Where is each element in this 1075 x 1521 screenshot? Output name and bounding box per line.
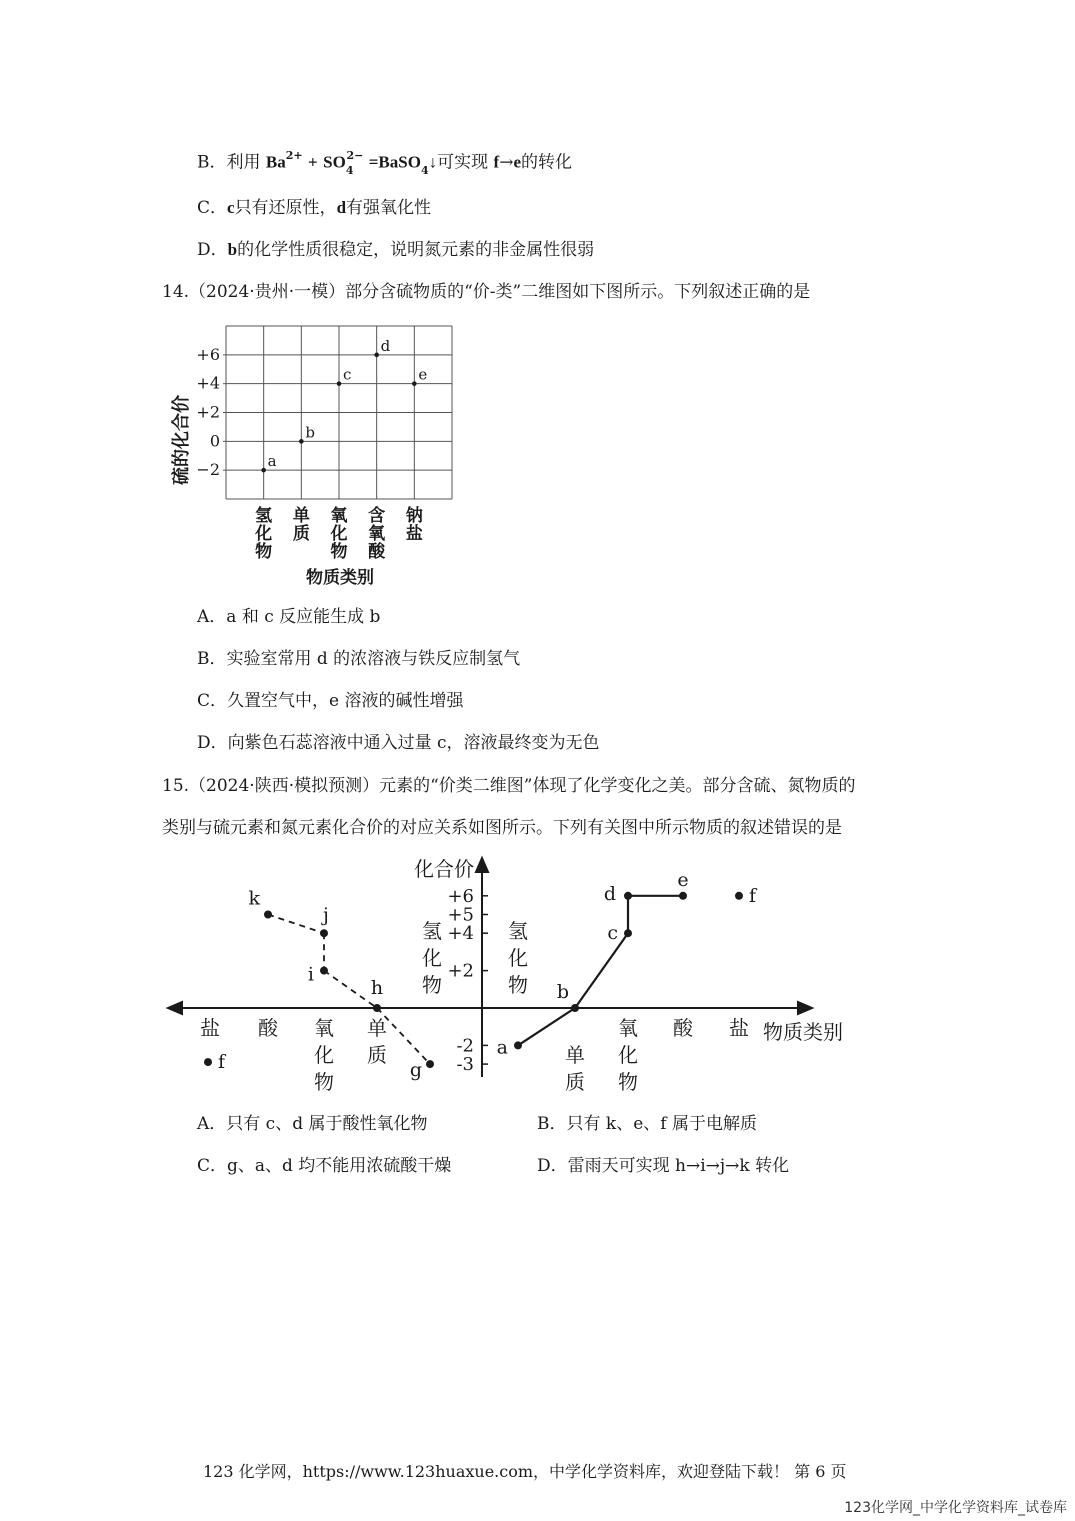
q14-ytick: +6	[196, 344, 220, 364]
svg-text:氢: 氢	[422, 919, 442, 943]
svg-text:氢: 氢	[255, 506, 273, 526]
q15-right-category	[508, 919, 528, 997]
svg-text:氧: 氧	[314, 1016, 334, 1040]
q15-point-label-right-b: b	[556, 981, 569, 1003]
q15-x-arrow-right	[798, 1002, 812, 1014]
svg-text:物: 物	[508, 973, 528, 997]
q15-ylabel: 化合价	[414, 857, 474, 881]
q14-ytick: +2	[196, 402, 220, 422]
q15-ytick: +2	[447, 960, 474, 982]
q15-link-k-j	[268, 915, 324, 934]
svg-text:物: 物	[314, 1070, 334, 1094]
q15-stem-line2: 类别与硫元素和氮元素化合价的对应关系如图所示。下列有关图中所示物质的叙述错误的是	[162, 818, 842, 838]
q15-option-b: B．只有 k、e、f 属于电解质	[537, 1114, 757, 1134]
q15-point-label-right-a: a	[496, 1036, 508, 1059]
q15-point-right-e	[679, 892, 687, 900]
svg-text:化: 化	[255, 524, 273, 544]
q15-point-left-i	[320, 967, 328, 975]
q14-option-a: A．a 和 c 反应能生成 b	[197, 607, 381, 627]
svg-text:酸: 酸	[258, 1016, 278, 1040]
svg-text:氧: 氧	[330, 506, 348, 526]
q15-stem-line1: 15.（2024·陕西·模拟预测）元素的“价类二维图”体现了化学变化之美。部分含硫、氮物质的	[162, 776, 856, 796]
q15-left-category	[314, 1016, 334, 1094]
q15-link-i-h	[324, 971, 377, 1008]
svg-text:物: 物	[330, 542, 348, 562]
q15-ytick: +4	[447, 923, 474, 945]
svg-text:质: 质	[565, 1070, 585, 1094]
page-footer: 123 化学网，https://www.123huaxue.com，中学化学资料库，欢迎登陆下载！ 第 6 页	[203, 1462, 847, 1481]
q15-point-right-a	[514, 1041, 522, 1049]
q15-ytick: -3	[456, 1054, 474, 1076]
q15-ytick: +5	[447, 904, 474, 926]
q15-point-right-b	[571, 1004, 579, 1012]
q15-point-left-k	[264, 911, 272, 919]
q15-point-label-right-e: e	[677, 868, 689, 891]
q14-option-b: B．实验室常用 d 的浓溶液与铁反应制氢气	[197, 649, 521, 669]
q15-point-left-f	[204, 1058, 212, 1066]
svg-text:氧: 氧	[618, 1016, 638, 1040]
q14-point-d	[374, 353, 379, 358]
q15-right-category	[729, 1016, 749, 1040]
q15-option-c: C．g、a、d 均不能用浓硫酸干燥	[197, 1156, 452, 1176]
svg-text:化: 化	[422, 946, 442, 970]
q15-left-category	[422, 919, 442, 997]
svg-text:氢: 氢	[508, 919, 528, 943]
q14-point-c	[337, 381, 342, 386]
site-watermark: 123化学网_中学化学资料库_试卷库	[844, 1500, 1067, 1516]
q14-category-label	[330, 505, 349, 562]
svg-text:质: 质	[292, 524, 310, 544]
q14-point-a	[261, 468, 266, 473]
q15-point-label-left-j: j	[323, 904, 329, 927]
q14-category-label	[368, 505, 386, 562]
svg-text:化: 化	[314, 1043, 334, 1067]
svg-text:单: 单	[367, 1016, 387, 1040]
q14-chart	[165, 318, 465, 588]
q15-point-label-left-f: f	[218, 1051, 226, 1074]
q15-x-arrow-left	[168, 1002, 182, 1014]
svg-text:物: 物	[618, 1070, 638, 1094]
q15-option-d: D．雷雨天可实现 h→i→j→k 转化	[537, 1156, 790, 1176]
q15-ytick: -2	[456, 1035, 474, 1057]
q15-link-b-c	[575, 933, 628, 1008]
q14-option-c: C．久置空气中，e 溶液的碱性增强	[197, 691, 464, 711]
svg-text:物: 物	[255, 542, 273, 562]
q15-point-label-left-k: k	[248, 887, 260, 910]
q14-point-label-b: b	[305, 423, 315, 442]
q15-option-a: A．只有 c、d 属于酸性氧化物	[197, 1114, 428, 1134]
svg-text:盐: 盐	[729, 1016, 749, 1040]
q15-point-label-right-d: d	[603, 882, 616, 905]
svg-text:氧: 氧	[368, 524, 386, 544]
svg-text:物: 物	[422, 973, 442, 997]
q15-right-category	[565, 1043, 585, 1094]
q14-option-d: D．向紫色石蕊溶液中通入过量 c，溶液最终变为无色	[197, 733, 600, 753]
q15-ytick: +6	[447, 885, 474, 907]
q15-point-left-h	[373, 1004, 381, 1012]
q14-point-b	[299, 439, 304, 444]
q14-ytick: −2	[196, 460, 220, 480]
q14-point-e	[412, 381, 417, 386]
q14-point-label-a: a	[267, 452, 277, 471]
q15-link-a-b	[518, 1008, 575, 1045]
svg-text:盐: 盐	[200, 1016, 220, 1040]
q15-left-category	[367, 1016, 387, 1067]
q13-option-b: B．利用 $Ba^{2+} + SO_4^{2-}$ =BaSO$_4$↓可实现 f→e的转化	[197, 149, 572, 178]
q15-left-category	[200, 1016, 220, 1040]
q14-category-label	[254, 505, 272, 562]
q15-point-left-g	[426, 1060, 434, 1068]
q15-y-arrow	[476, 858, 488, 872]
q15-point-label-right-c: c	[607, 922, 618, 945]
q15-point-right-c	[624, 929, 632, 937]
q15-xlabel: 物质类别	[763, 1020, 843, 1044]
q15-point-label-right-f: f	[749, 884, 757, 907]
q14-point-label-d: d	[380, 336, 391, 355]
q13-option-d: D．b的化学性质很稳定，说明氮元素的非金属性很弱	[197, 240, 595, 260]
q15-point-left-j	[320, 929, 328, 937]
q15-point-right-d	[624, 892, 632, 900]
svg-text:化: 化	[330, 524, 348, 544]
q15-point-right-f	[735, 892, 743, 900]
svg-text:质: 质	[367, 1043, 387, 1067]
q15-point-label-left-i: i	[307, 963, 314, 986]
svg-text:钠: 钠	[405, 506, 423, 526]
svg-text:单: 单	[565, 1043, 585, 1067]
q14-xlabel: 物质类别	[306, 568, 374, 588]
q14-point-label-e: e	[418, 365, 428, 384]
q14-ytick: +4	[196, 373, 220, 393]
q14-category-label	[406, 506, 423, 544]
svg-text:酸: 酸	[673, 1016, 693, 1040]
q13-option-c: C．c只有还原性，d有强氧化性	[197, 198, 432, 218]
q15-right-category	[673, 1016, 694, 1040]
q14-stem: 14.（2024·贵州·一模）部分含硫物质的“价-类”二维图如下图所示。下列叙述正确的是	[162, 282, 811, 302]
q15-left-category	[258, 1016, 279, 1040]
q14-category-label	[293, 505, 310, 544]
svg-text:酸: 酸	[368, 542, 386, 562]
q15-point-label-left-g: g	[409, 1059, 422, 1082]
q14-ytick: 0	[209, 431, 220, 451]
q14-ylabel: 硫的化合价	[171, 395, 192, 485]
svg-text:含: 含	[368, 506, 386, 526]
svg-text:化: 化	[618, 1043, 638, 1067]
q14-point-label-c: c	[343, 365, 352, 384]
q15-point-label-left-h: h	[370, 977, 384, 999]
q15-right-category	[618, 1016, 638, 1094]
svg-text:化: 化	[508, 946, 528, 970]
q15-chart	[160, 852, 860, 1102]
svg-text:单: 单	[292, 506, 310, 526]
svg-text:盐: 盐	[405, 524, 423, 544]
